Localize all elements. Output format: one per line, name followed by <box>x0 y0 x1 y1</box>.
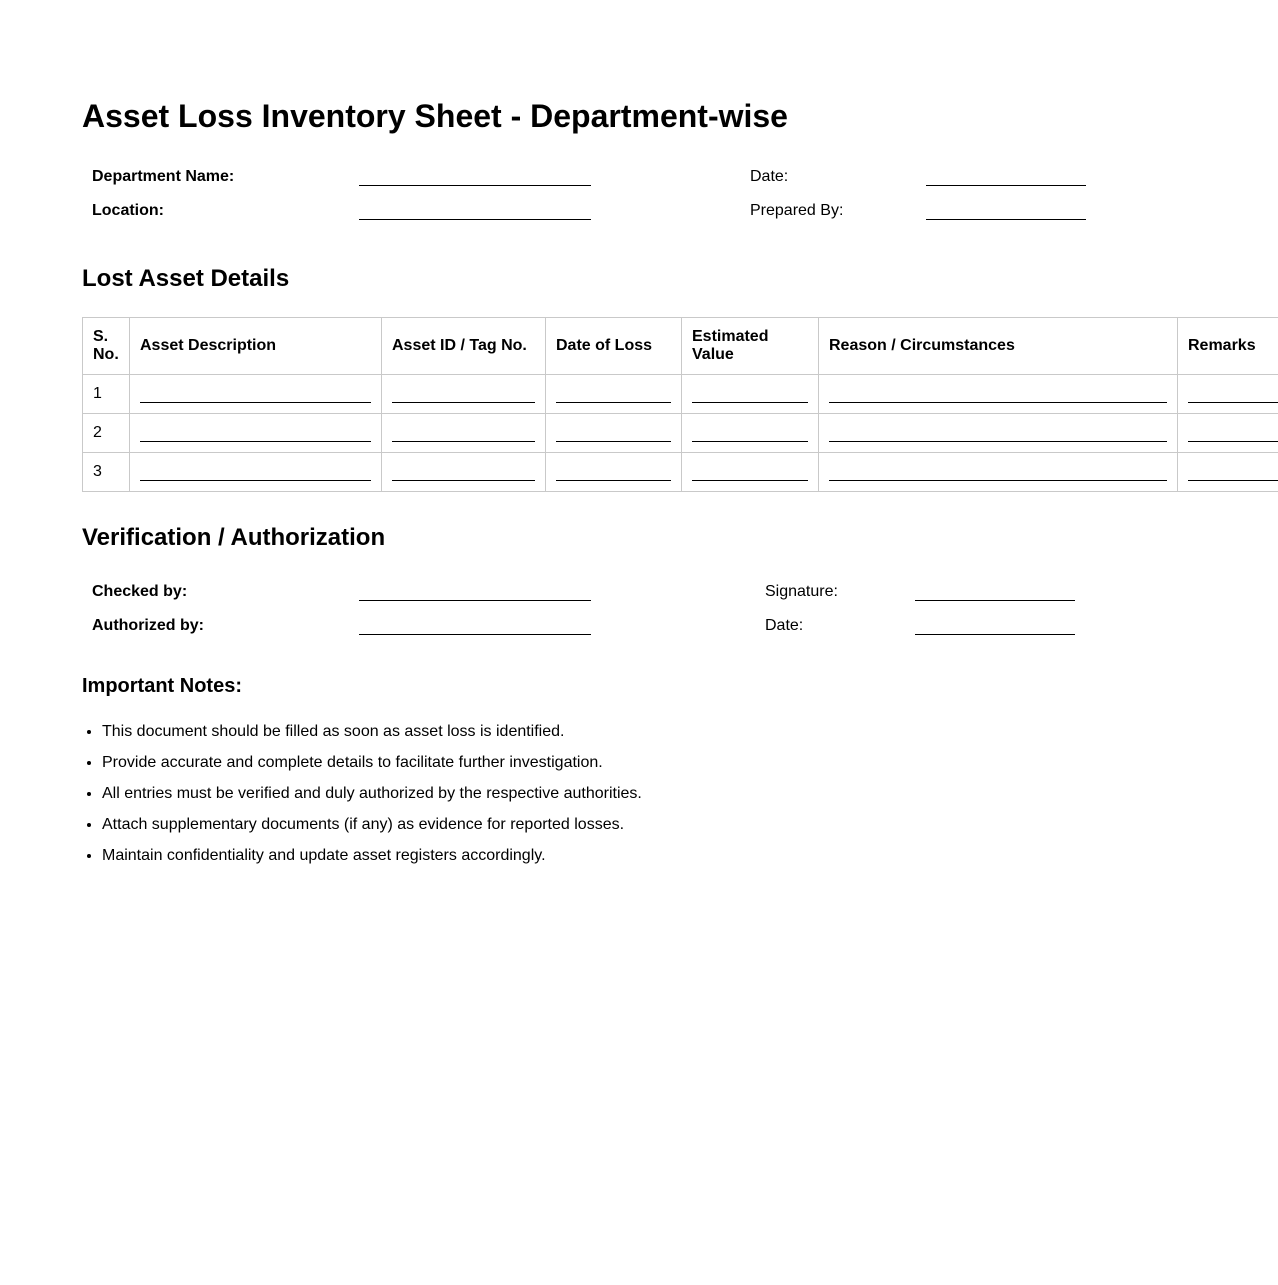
row-number: 1 <box>83 375 130 414</box>
header-fields <box>82 160 1278 228</box>
reason-field[interactable] <box>819 414 1178 453</box>
table-row <box>83 375 1278 414</box>
department-name-label: Department Name: <box>92 168 235 185</box>
estimated-value-field[interactable] <box>682 453 819 492</box>
col-asset-id: Asset ID / Tag No. <box>382 318 546 375</box>
col-remarks: Remarks <box>1178 318 1278 375</box>
authorized-by-label: Authorized by: <box>92 617 204 634</box>
col-date-of-loss: Date of Loss <box>546 318 682 375</box>
date-field[interactable] <box>926 185 1086 186</box>
signature-field[interactable] <box>915 600 1075 601</box>
date-of-loss-field[interactable] <box>546 453 682 492</box>
location-field[interactable] <box>359 219 591 220</box>
checked-by-field[interactable] <box>359 600 591 601</box>
col-reason: Reason / Circumstances <box>819 318 1178 375</box>
remarks-field[interactable] <box>1178 375 1278 414</box>
verification-heading: Verification / Authorization <box>82 524 386 551</box>
row-number: 3 <box>83 453 130 492</box>
date-of-loss-field[interactable] <box>546 414 682 453</box>
remarks-field[interactable] <box>1178 453 1278 492</box>
prepared-by-field[interactable] <box>926 219 1086 220</box>
table-row <box>83 453 1278 492</box>
asset-description-field[interactable] <box>130 375 382 414</box>
verification-date-field[interactable] <box>915 634 1075 635</box>
list-item: • All entries must be verified and duly authorized by the respective authorities. <box>102 778 642 809</box>
reason-field[interactable] <box>819 453 1178 492</box>
list-item: • Attach supplementary documents (if any) as evidence for reported losses. <box>102 809 642 840</box>
notes-list <box>82 716 642 871</box>
table-header-row <box>83 318 1278 375</box>
authorized-by-row <box>82 609 1278 643</box>
signature-label: Signature: <box>765 583 838 600</box>
table-row <box>83 414 1278 453</box>
asset-id-field[interactable] <box>382 375 546 414</box>
location-row <box>82 194 1278 228</box>
department-row <box>82 160 1278 194</box>
asset-description-field[interactable] <box>130 453 382 492</box>
asset-description-field[interactable] <box>130 414 382 453</box>
asset-id-field[interactable] <box>382 453 546 492</box>
list-item: • Provide accurate and complete details to facilitate further investigation. <box>102 747 642 778</box>
lost-assets-table <box>82 317 1278 492</box>
row-number: 2 <box>83 414 130 453</box>
reason-field[interactable] <box>819 375 1178 414</box>
remarks-field[interactable] <box>1178 414 1278 453</box>
department-name-field[interactable] <box>359 185 591 186</box>
col-s-no: S. No. <box>83 318 130 375</box>
estimated-value-field[interactable] <box>682 414 819 453</box>
page-title: Asset Loss Inventory Sheet - Department-wise <box>82 98 788 134</box>
list-item: • This document should be filled as soon as asset loss is identified. <box>102 716 642 747</box>
authorized-by-field[interactable] <box>359 634 591 635</box>
location-label: Location: <box>92 202 164 219</box>
asset-id-field[interactable] <box>382 414 546 453</box>
checked-by-row <box>82 575 1278 609</box>
document-page <box>82 96 1278 864</box>
verification-fields <box>82 575 1278 643</box>
estimated-value-field[interactable] <box>682 375 819 414</box>
checked-by-label: Checked by: <box>92 583 188 600</box>
date-of-loss-field[interactable] <box>546 375 682 414</box>
date-label: Date: <box>750 168 789 185</box>
col-estimated-value: Estimated Value <box>682 318 819 375</box>
col-asset-description: Asset Description <box>130 318 382 375</box>
list-item: • Maintain confidentiality and update asset registers accordingly. <box>102 840 642 871</box>
verification-date-label: Date: <box>765 617 804 634</box>
important-notes-heading: Important Notes: <box>82 675 242 697</box>
lost-asset-details-heading: Lost Asset Details <box>82 265 290 292</box>
prepared-by-label: Prepared By: <box>750 202 844 219</box>
